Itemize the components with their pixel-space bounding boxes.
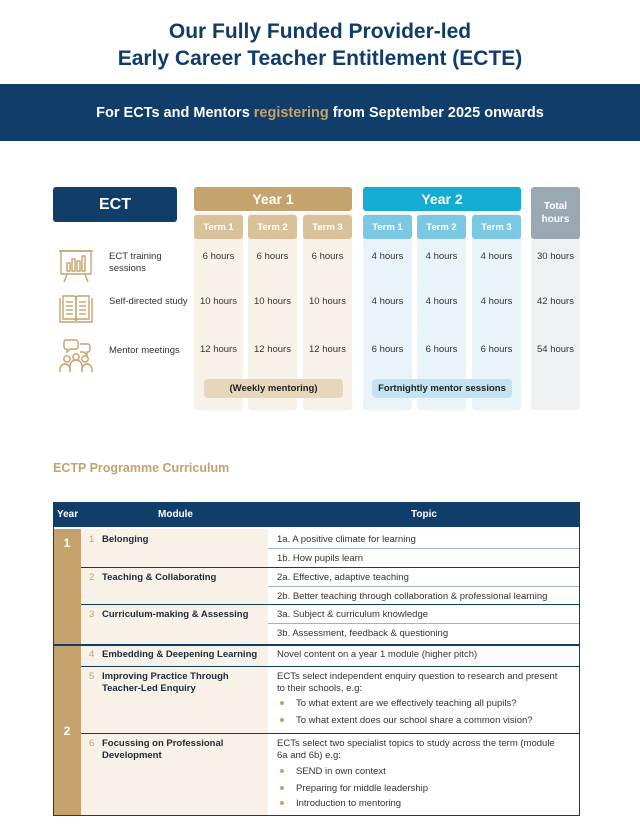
table-header	[53, 502, 580, 527]
hours-cell: 4 hours	[480, 251, 513, 262]
total-hours-header: Total hours	[531, 187, 580, 239]
divider	[268, 548, 580, 549]
hours-cell: 6 hours	[256, 251, 289, 262]
y1-term1-label: Term 1	[194, 215, 243, 239]
hours-cell: 4 hours	[425, 251, 458, 262]
module-name: Teaching & Collaborating	[102, 572, 217, 583]
module-name: Focussing on Professional Development	[102, 738, 224, 761]
module-name: Improving Practice Through Teacher-Led Enquiry	[102, 671, 229, 694]
year1-header: Year 1	[194, 187, 352, 211]
year-1-cell: 1	[53, 529, 81, 644]
module-number: 5	[89, 671, 95, 682]
hours-cell: 6 hours	[202, 251, 235, 262]
total-column	[531, 213, 580, 410]
topic-2b: 2b. Better teaching through collaboration & professional learning	[277, 591, 548, 602]
title-line-2: Early Career Teacher Entitlement (ECTE)	[117, 47, 523, 70]
bullet-item: Introduction to mentoring	[277, 798, 401, 810]
col-year: Year	[57, 509, 79, 520]
open-book-icon	[56, 292, 96, 328]
divider	[268, 586, 580, 587]
y2-term3-label: Term 3	[472, 215, 521, 239]
curriculum-title: ECTP Programme Curriculum	[53, 461, 230, 475]
title-line-1: Our Fully Funded Provider-led	[168, 20, 472, 43]
band-text-after: from September 2025 onwards	[332, 104, 544, 121]
bullet-item: To what extent does our school share a common vision?	[277, 715, 533, 727]
col-module: Module	[158, 509, 193, 520]
topic-1a: 1a. A positive climate for learning	[277, 534, 416, 545]
hours-cell: 6 hours	[371, 344, 404, 355]
hours-cell: 6 hours	[311, 251, 344, 262]
band-highlight: registering	[253, 104, 329, 121]
y1-term2-label: Term 2	[248, 215, 297, 239]
divider	[268, 623, 580, 624]
row-label-self-study: Self-directed study	[109, 296, 188, 307]
module-number: 4	[89, 649, 95, 660]
total-cell: 30 hours	[537, 251, 574, 262]
divider	[81, 604, 580, 605]
topic-6: ECTs select two specialist topics to study across the term (module 6a and 6b) e.g:	[277, 738, 555, 761]
hours-cell: 10 hours	[254, 296, 291, 307]
hours-cell: 4 hours	[371, 251, 404, 262]
hours-cell: 6 hours	[480, 344, 513, 355]
year1-module-bg	[81, 529, 268, 644]
topic-4: Novel content on a year 1 module (higher pitch)	[277, 649, 478, 660]
y1-term3-label: Term 3	[303, 215, 352, 239]
curriculum-table	[53, 502, 580, 816]
y2-term2-label: Term 2	[417, 215, 466, 239]
module-number: 1	[89, 534, 95, 545]
bullet-item: Preparing for middle leadership	[277, 783, 428, 795]
topic-3a: 3a. Subject & curriculum knowledge	[277, 609, 429, 620]
divider	[81, 733, 580, 734]
module-name: Curriculum-making & Assessing	[102, 609, 249, 620]
bullet-item: To what extent are we effectively teaching all pupils?	[277, 698, 517, 710]
ect-label: ECT	[53, 187, 177, 222]
row-label-mentor: Mentor meetings	[109, 345, 180, 356]
hours-cell: 12 hours	[254, 344, 291, 355]
module-name: Belonging	[102, 534, 149, 545]
col-topic: Topic	[411, 509, 437, 520]
topic-5: ECTs select independent enquiry question to research and present to their schools, e.g:	[277, 671, 558, 694]
hours-cell: 12 hours	[200, 344, 237, 355]
module-name: Embedding & Deepening Learning	[102, 649, 258, 660]
fortnightly-mentor-note: Fortnightly mentor sessions	[372, 379, 512, 398]
hours-cell: 4 hours	[480, 296, 513, 307]
module-number: 2	[89, 572, 95, 583]
year-2-cell: 2	[53, 646, 81, 816]
total-cell: 54 hours	[537, 344, 574, 355]
hours-cell: 10 hours	[309, 296, 346, 307]
hours-cell: 10 hours	[200, 296, 237, 307]
page-title	[0, 18, 640, 72]
module-number: 3	[89, 609, 95, 620]
divider	[53, 644, 580, 646]
hours-cell: 6 hours	[425, 344, 458, 355]
total-cell: 42 hours	[537, 296, 574, 307]
topic-1b: 1b. How pupils learn	[277, 553, 364, 564]
module-number: 6	[89, 738, 95, 749]
weekly-mentoring-note: (Weekly mentoring)	[204, 379, 343, 398]
divider	[81, 666, 580, 667]
people-chat-icon	[56, 338, 96, 374]
divider	[81, 567, 580, 568]
year2-header: Year 2	[363, 187, 521, 211]
topic-2a: 2a. Effective, adaptive teaching	[277, 572, 409, 583]
hours-cell: 4 hours	[425, 296, 458, 307]
bullet-item: SEND in own context	[277, 766, 386, 778]
topic-3b: 3b. Assessment, feedback & questioning	[277, 628, 449, 639]
band-text-before: For ECTs and Mentors	[96, 104, 250, 121]
row-label-training: ECT training sessions	[109, 251, 162, 274]
y2-term1-label: Term 1	[363, 215, 412, 239]
hours-cell: 4 hours	[371, 296, 404, 307]
registration-band	[0, 84, 640, 141]
hours-cell: 12 hours	[309, 344, 346, 355]
presentation-chart-icon	[56, 248, 96, 284]
